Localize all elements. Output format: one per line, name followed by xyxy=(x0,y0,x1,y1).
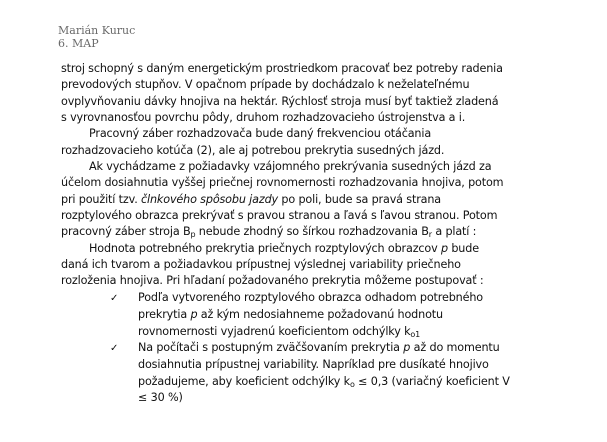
text-run: ≤ 0,3 (variačný koeficient V xyxy=(354,374,510,388)
subscript: p xyxy=(190,230,196,240)
text-line: stroj schopný s daným energetickým prostriedkom pracovať bez potreby radenia xyxy=(61,62,503,75)
author-name: Marián Kuruc xyxy=(58,24,136,37)
subscript: o1 xyxy=(410,329,421,339)
list-item xyxy=(61,340,561,357)
text-run: pracovný záber stroja B xyxy=(61,225,191,239)
list-item-continuation xyxy=(61,307,561,323)
bullet-list xyxy=(61,290,561,406)
checkmark-icon: ✓ xyxy=(110,342,119,354)
text-run: požadujeme, aby koeficient odchýlky k xyxy=(138,374,351,388)
text-run: rovnomernosti vyjadrenú koeficientom odchýlky k xyxy=(138,324,411,338)
list-item-continuation xyxy=(61,374,561,390)
text-line: prevodových stupňov. V opačnom prípade by dochádzalo k neželateľnému xyxy=(61,78,470,92)
document-body xyxy=(61,61,561,406)
text-run: až do momentu xyxy=(410,340,500,354)
text-run: po poli, bude sa pravá strana xyxy=(278,192,442,206)
checkmark-icon: ✓ xyxy=(110,292,119,304)
italic-term: člnkového spôsobu jazdy xyxy=(141,192,278,206)
list-item-continuation: dosiahnutia prípustnej variability. Napríklad pre dusíkaté hnojivo xyxy=(138,358,489,372)
text-run: pri použití tzv. xyxy=(61,192,142,206)
text-line: daná ich tvarom a požiadavkou prípustnej výslednej variability priečneho xyxy=(61,258,461,272)
text-line: rozloženia hnojiva. Pri hľadaní požadovaného prekrytia môžeme postupovať : xyxy=(61,274,484,288)
text-line: Ak vychádzame z požiadavky vzájomného prekrývania susedných jázd za xyxy=(89,160,492,174)
text-line: s vyrovnanosťou povrchu pôdy, druhom rozhadzovacieho ústrojenstva a i. xyxy=(61,111,466,125)
text-run: a platí : xyxy=(431,225,477,239)
text-line: účelom dosiahnutia vyššej priečnej rovnomernosti rozhadzovania hnojiva, potom xyxy=(61,176,504,190)
text-line: Pracovný záber rozhadzovača bude daný frekvenciou otáčania xyxy=(89,127,432,141)
italic-variable: p xyxy=(441,241,448,255)
text-run: Na počítači s postupným zväčšovaním prekrytia xyxy=(138,340,404,354)
text-line: ovplyvňovaniu dávky hnojiva na hektár. Rýchlosť stroja musí byť taktiež zladená xyxy=(61,94,499,108)
italic-variable: p xyxy=(403,340,411,354)
list-item xyxy=(61,290,561,307)
subscript: r xyxy=(428,230,432,240)
text-run: prekrytia xyxy=(138,308,191,322)
page-header xyxy=(58,24,135,50)
text-line: rozptylového obrazca prekrývať s pravou stranou a ľavá s ľavou stranou. Potom xyxy=(61,209,498,223)
section-label: 6. MAP xyxy=(58,37,99,50)
text-line xyxy=(61,192,561,208)
text-run: Hodnota potrebného prekrytia priečnych rozptylových obrazcov xyxy=(89,241,441,255)
text-run: Podľa vytvoreného rozptylového obrazca odhadom potrebného xyxy=(138,290,483,304)
text-line xyxy=(61,241,561,257)
list-item-continuation xyxy=(61,324,561,340)
text-line xyxy=(61,224,561,240)
italic-variable: p xyxy=(190,308,198,322)
text-run: nebude zhodný so šírkou rozhadzovania B xyxy=(195,225,429,239)
list-item-continuation: ≤ 30 %) xyxy=(138,390,183,404)
subscript: o xyxy=(350,379,355,389)
text-run: až kým nedosiahneme požadovanú hodnotu xyxy=(197,308,443,322)
text-line: rozhadzovacieho kotúča (2), ale aj potrebou prekrytia susedných jázd. xyxy=(61,143,445,157)
text-run: bude xyxy=(447,241,479,255)
